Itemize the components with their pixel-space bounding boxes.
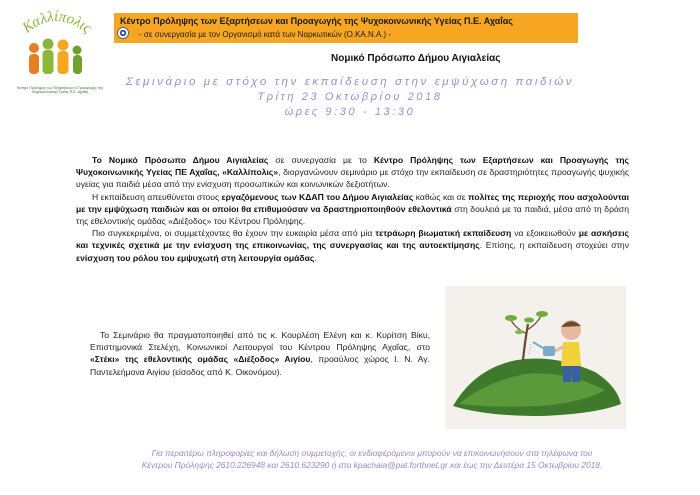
logo-name: Καλλίπολις xyxy=(19,8,95,37)
emphasis-text: με ασκήσεις και τεχνικές σχετικά με την ενίσχυση της επικοινωνίας, της συνεργασίας και της αυτοεκτίμησης xyxy=(76,228,629,251)
org-title: Κέντρο Πρόληψης των Εξαρτήσεων και Προαγωγής της Ψυχοκοινωνικής Υγείας Π.Ε. Αχαΐας xyxy=(120,16,513,26)
text-run: σε συνεργασία με το xyxy=(268,155,374,165)
contact-footer xyxy=(70,447,674,472)
text-run: στη δουλειά με τα παιδιά, μέσα από τη δράση της εθελοντικής ομάδας «Διέξοδος» του Κέντρου Πρόληψης. xyxy=(76,203,630,227)
seminar-time: ώρες 9:30 - 13:30 xyxy=(284,106,416,118)
emphasis-text: εργαζόμενους των ΚΔΑΠ του Δήμου Αιγιαλείας xyxy=(221,191,414,202)
footer-line-1: Για περαιτέρω πληροφορίες και δήλωση συμμετοχής, οι ενδιαφερόμενοι μπορούν να επικοινωνήσουν στα τηλέφωνα του xyxy=(151,448,593,458)
seminar-date: Τρίτη 23 Οκτωβρίου 2018 xyxy=(257,91,443,103)
paragraph-details xyxy=(76,227,629,264)
paragraph-intro xyxy=(76,154,629,191)
venue-details xyxy=(90,329,430,378)
emphasis-text: ενίσχυση του ρόλου του εμψυχωτή στη λειτουργία ομάδας xyxy=(76,252,315,263)
footer-line-2: Κέντρου Πρόληψης 2610.226948 και 2610.623290 ή στο kpachaia@pat.forthnet.gr και έως την Δευτέρα 15 Οκτωβρίου 2018. xyxy=(141,460,603,471)
legal-entity-title: Νομικό Πρόσωπο Δήμου Αιγιαλείας xyxy=(331,53,501,64)
emphasis-text: Κέντρο Πρόληψης των Εξαρτήσεων και Προαγωγής της Ψυχοκοινωνικής Υγείας ΠΕ Αχαΐας, «Καλλίπολις» xyxy=(76,155,630,178)
text-run: , προαύλιος χώρος Ι. Ν. Αγ. Παντελεήμονα Αιγίου (είσοδος από Κ. Οικονόμου). xyxy=(90,354,430,377)
paragraph-audience xyxy=(76,191,629,228)
family-figures-icon xyxy=(29,39,82,75)
text-run: . xyxy=(314,252,317,263)
text-run: , διοργανώνουν σεμινάριο με στόχο την εκπαίδευση σε δραστηριότητες προαγωγής ψυχικής υγείας για παιδιά μέσα από την ενίσχυση προσωπικών και κοινωνικών δεξιοτήτων. xyxy=(76,167,629,190)
text-run: Πιο συγκεκριμένα, οι συμμετέχοντες θα έχουν την ευκαιρία μέσα από μία xyxy=(92,228,376,239)
text-run: Η εκπαίδευση απευθύνεται στους xyxy=(92,191,222,202)
sapling-icon xyxy=(505,311,548,360)
org-header-banner xyxy=(114,13,578,43)
emphasis-text: Το Νομικό Πρόσωπο Δήμου Αιγιαλείας xyxy=(92,155,269,165)
seminar-title: Σεμινάριο με στόχο την εκπαίδευση στην εμψύχωση παιδιών xyxy=(125,76,575,88)
venue-name: «Στέκι» της εθελοντικής ομάδας «Διέξοδος» Αιγίου xyxy=(90,354,311,365)
venue-paragraph xyxy=(90,329,430,378)
logo-caption: Κέντρο Πρόληψης των Εξαρτήσεων & Προαγωγής της Ψυχοκοινωνικής Υγείας Π.Ε. Αχαΐας xyxy=(16,86,104,95)
text-run: καθώς και σε xyxy=(413,191,469,202)
text-run: να εξοικειωθούν xyxy=(511,228,579,239)
text-run: Το Σεμινάριο θα πραγματοποιηθεί από τις κ. Κουρλέση Ελένη και κ. Κυρίτση Βίκυ, Επιστημονικά Στελέχη, Κοινωνικοί Λειτουργοί του Κέντρου Πρόληψης Αχαΐας, στο xyxy=(90,330,430,353)
emphasis-text: τετράωρη βιωματική εκπαίδευση xyxy=(375,228,512,239)
text-run: . Επίσης, η εκπαίδευση στοχεύει στην xyxy=(479,240,629,251)
okana-emblem-icon xyxy=(117,27,129,39)
org-subtitle: - σε συνεργασία με τον Οργανισμό κατά των Ναρκωτικών (Ο.ΚΑ.Ν.Α.) - xyxy=(139,30,392,39)
announcement-body xyxy=(76,154,629,264)
watering-can-icon xyxy=(543,346,555,356)
child-watering-tree-illustration xyxy=(445,286,626,429)
emphasis-text: πολίτες της περιοχής που ασχολούνται με την εμψύχωση παιδιών και οι οποίοι θα επιθυμούσαν να δραστηριοποιηθούν εθελοντικά xyxy=(76,191,629,214)
